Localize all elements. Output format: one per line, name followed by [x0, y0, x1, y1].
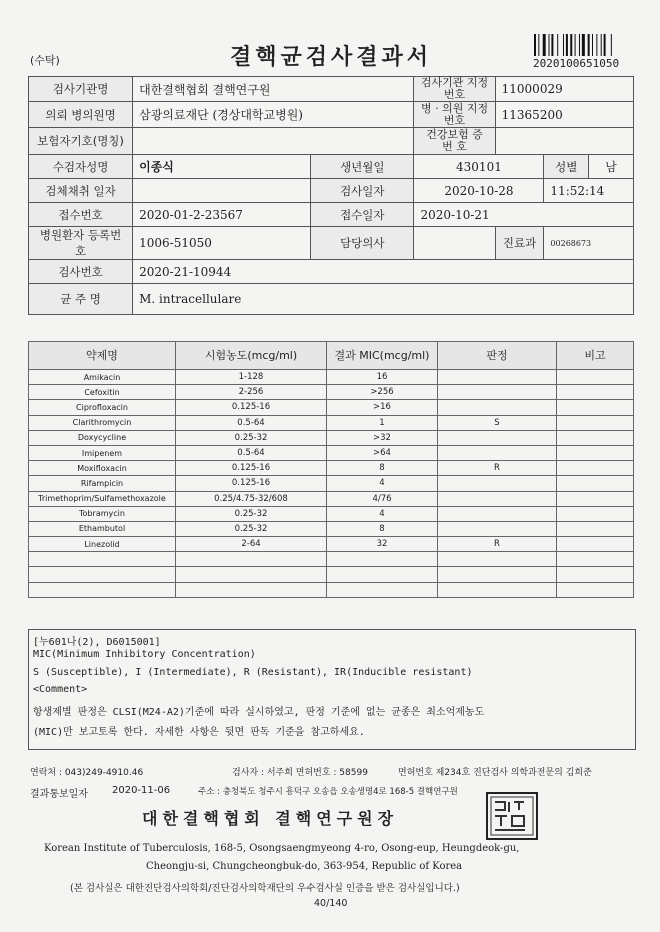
- cell-range: [176, 582, 327, 597]
- cell-drug: Cefoxitin: [29, 385, 176, 400]
- cell-drug: Moxifloxacin: [29, 461, 176, 476]
- insurer-value: [133, 128, 414, 155]
- table-row: [29, 582, 634, 597]
- english-address-1: Korean Institute of Tuberculosis, 168-5, Osongsaengmyeong 4-ro, Osong-eup, Heungdeok-gu,: [44, 843, 520, 854]
- cell-result: [438, 567, 557, 582]
- table-row: [29, 552, 634, 567]
- cell-result: R: [438, 537, 557, 552]
- test-date-value: 2020-10-28: [414, 179, 544, 203]
- cell-drug: Tobramycin: [29, 506, 176, 521]
- drug-susceptibility-table: [28, 341, 634, 598]
- table-row: [29, 385, 634, 400]
- col-range: 시험농도(mcg/ml): [176, 342, 327, 370]
- comment-heading: <Comment>: [33, 684, 88, 695]
- receipt-date-value: 2020-10-21: [414, 203, 634, 227]
- page-title: 결핵균검사결과서: [230, 44, 433, 70]
- cell-drug: [29, 567, 176, 582]
- cell-mic: 4: [327, 506, 438, 521]
- cell-range: 0.125-16: [176, 476, 327, 491]
- cell-mic: 32: [327, 537, 438, 552]
- agency-value: 대한결핵협회 결핵연구원: [133, 77, 414, 102]
- cell-mic: 16: [327, 370, 438, 385]
- cell-result: [438, 385, 557, 400]
- registration-no-label: 병원환자 등록번호: [29, 227, 133, 260]
- cell-mic: [327, 567, 438, 582]
- col-drug: 약제명: [29, 342, 176, 370]
- agency-code-value: 11000029: [495, 77, 633, 102]
- birth-label: 생년월일: [311, 155, 414, 179]
- table-row: [29, 461, 634, 476]
- cell-remark: [557, 400, 634, 415]
- cell-remark: [557, 552, 634, 567]
- sex-value: 남: [589, 155, 634, 179]
- patient-name-value: 이종식: [133, 155, 311, 179]
- table-row: [29, 506, 634, 521]
- cell-range: 2-256: [176, 385, 327, 400]
- cell-mic: >64: [327, 445, 438, 460]
- cell-range: 0.25-32: [176, 430, 327, 445]
- cell-result: [438, 476, 557, 491]
- hospital-code-label: 병 · 의원 지정번호: [414, 102, 495, 128]
- hospital-label: 의뢰 병의원명: [29, 102, 133, 128]
- cell-remark: [557, 537, 634, 552]
- english-address-2: Cheongju-si, Chungcheongbuk-do, 363-954, Republic of Korea: [146, 861, 463, 872]
- sex-label: 성별: [544, 155, 589, 179]
- cell-remark: [557, 385, 634, 400]
- cell-mic: 8: [327, 461, 438, 476]
- department-label: 진료과: [495, 227, 544, 260]
- cell-range: 0.25-32: [176, 521, 327, 536]
- receipt-no-value: 2020-01-2-23567: [133, 203, 311, 227]
- cell-result: [438, 400, 557, 415]
- col-remark: 비고: [557, 342, 634, 370]
- species-value: M. intracellulare: [133, 284, 634, 315]
- cell-result: S: [438, 415, 557, 430]
- cell-drug: Clarithromycin: [29, 415, 176, 430]
- birth-value: 430101: [414, 155, 544, 179]
- cell-remark: [557, 415, 634, 430]
- cell-remark: [557, 461, 634, 476]
- cell-remark: [557, 445, 634, 460]
- comment-code: [누601나(2), D6015001]: [33, 637, 161, 648]
- barcode-icon: [534, 34, 630, 56]
- comment-box: [28, 629, 636, 750]
- comment-text-2: (MIC)만 보고토록 한다. 자세한 사항은 뒷면 판독 기준을 참고하세요.: [33, 727, 365, 738]
- cell-mic: >256: [327, 385, 438, 400]
- certification-note: (본 검사실은 대한진단검사의학회/진단검사의학재단의 우수검사실 인증을 받은 검사실입니다.): [70, 883, 460, 894]
- cell-range: 0.5-64: [176, 445, 327, 460]
- cell-range: 0.25-32: [176, 506, 327, 521]
- cell-drug: Linezolid: [29, 537, 176, 552]
- doctor-label: 담당의사: [311, 227, 414, 260]
- registration-no-value: 1006-51050: [133, 227, 311, 260]
- cell-drug: Amikacin: [29, 370, 176, 385]
- cell-range: 0.125-16: [176, 461, 327, 476]
- species-label: 균 주 명: [29, 284, 133, 315]
- cell-result: [438, 445, 557, 460]
- department-value: 00268673: [544, 227, 634, 260]
- hospital-value: 삼광의료재단 (경상대학교병원): [133, 102, 414, 128]
- doctor-value: [414, 227, 495, 260]
- receipt-no-label: 접수번호: [29, 203, 133, 227]
- insurer-label: 보험자기호(명칭): [29, 128, 133, 155]
- cell-range: [176, 552, 327, 567]
- cell-mic: >32: [327, 430, 438, 445]
- col-result: 판정: [438, 342, 557, 370]
- page-number: 40/140: [314, 898, 348, 909]
- cell-remark: [557, 476, 634, 491]
- cell-drug: Doxycycline: [29, 430, 176, 445]
- cell-range: 2-64: [176, 537, 327, 552]
- test-date-label: 검사일자: [311, 179, 414, 203]
- cell-result: [438, 491, 557, 506]
- cell-drug: [29, 552, 176, 567]
- cell-result: [438, 370, 557, 385]
- col-mic: 결과 MIC(mcg/ml): [327, 342, 438, 370]
- agency-label: 검사기관명: [29, 77, 133, 102]
- license-info: 면허번호 제234호 진단검사 의학과전문의 김희준: [398, 768, 592, 778]
- collect-date-label: 검체채취 일자: [29, 179, 133, 203]
- health-card-value: [495, 128, 633, 155]
- table-row: [29, 491, 634, 506]
- cell-range: 0.125-16: [176, 400, 327, 415]
- cell-remark: [557, 430, 634, 445]
- cell-result: [438, 430, 557, 445]
- cell-drug: Ciprofloxacin: [29, 400, 176, 415]
- cell-range: 0.5-64: [176, 415, 327, 430]
- cell-remark: [557, 521, 634, 536]
- report-date-label: 결과통보일자: [30, 789, 88, 800]
- official-seal-icon: [486, 792, 538, 840]
- table-row: [29, 415, 634, 430]
- cell-remark: [557, 370, 634, 385]
- cell-drug: Rifampicin: [29, 476, 176, 491]
- table-row: [29, 445, 634, 460]
- exam-no-label: 검사번호: [29, 260, 133, 284]
- table-row: [29, 476, 634, 491]
- test-time-value: 11:52:14: [544, 179, 634, 203]
- cell-drug: Imipenem: [29, 445, 176, 460]
- cell-mic: [327, 582, 438, 597]
- cell-mic: 1: [327, 415, 438, 430]
- cell-mic: >16: [327, 400, 438, 415]
- cell-result: [438, 582, 557, 597]
- cell-drug: Ethambutol: [29, 521, 176, 536]
- table-row: [29, 430, 634, 445]
- hospital-code-value: 11365200: [495, 102, 633, 128]
- cell-range: 0.25/4.75-32/608: [176, 491, 327, 506]
- cell-range: 1-128: [176, 370, 327, 385]
- table-row: [29, 567, 634, 582]
- address: 주소 : 충청북도 청주시 흥덕구 오송읍 오송생명4로 168-5 결핵연구원: [198, 787, 458, 797]
- table-row: [29, 521, 634, 536]
- exam-no-value: 2020-21-10944: [133, 260, 634, 284]
- contact-info: 연락처 : 043)249-4910.46: [30, 768, 144, 778]
- cell-result: R: [438, 461, 557, 476]
- patient-name-label: 수검자성명: [29, 155, 133, 179]
- table-row: [29, 537, 634, 552]
- report-date-value: 2020-11-06: [112, 785, 171, 796]
- cell-mic: 8: [327, 521, 438, 536]
- comment-legend: S (Susceptible), I (Intermediate), R (Resistant), IR(Inducible resistant): [33, 667, 473, 678]
- cell-remark: [557, 506, 634, 521]
- institute-name: 대한결핵협회 결핵연구원장: [142, 809, 399, 828]
- cell-result: [438, 521, 557, 536]
- barcode-number: 2020100651050: [533, 57, 620, 70]
- health-card-label: 건강보험 증 번 호: [414, 128, 495, 155]
- cell-mic: [327, 552, 438, 567]
- cell-remark: [557, 582, 634, 597]
- patient-info-table: [28, 76, 634, 315]
- cell-drug: [29, 582, 176, 597]
- collect-date-value: [133, 179, 311, 203]
- cell-result: [438, 506, 557, 521]
- cell-result: [438, 552, 557, 567]
- examiner-info: 검사자 : 서주희 면허번호 : 58599: [232, 768, 368, 778]
- comment-mic-definition: MIC(Minimum Inhibitory Concentration): [33, 649, 256, 660]
- consignment-label: (수탁): [30, 54, 60, 67]
- cell-mic: 4/76: [327, 491, 438, 506]
- comment-text-1: 항생제별 판정은 CLSI(M24-A2)기준에 따라 실시하였고, 판정 기준에 없는 균종은 최소억제농도: [33, 707, 485, 718]
- receipt-date-label: 접수일자: [311, 203, 414, 227]
- table-row: [29, 370, 634, 385]
- table-row: [29, 400, 634, 415]
- cell-mic: 4: [327, 476, 438, 491]
- cell-remark: [557, 491, 634, 506]
- cell-remark: [557, 567, 634, 582]
- cell-range: [176, 567, 327, 582]
- cell-drug: Trimethoprim/Sulfamethoxazole: [29, 491, 176, 506]
- agency-code-label: 검사기관 지정번호: [414, 77, 495, 102]
